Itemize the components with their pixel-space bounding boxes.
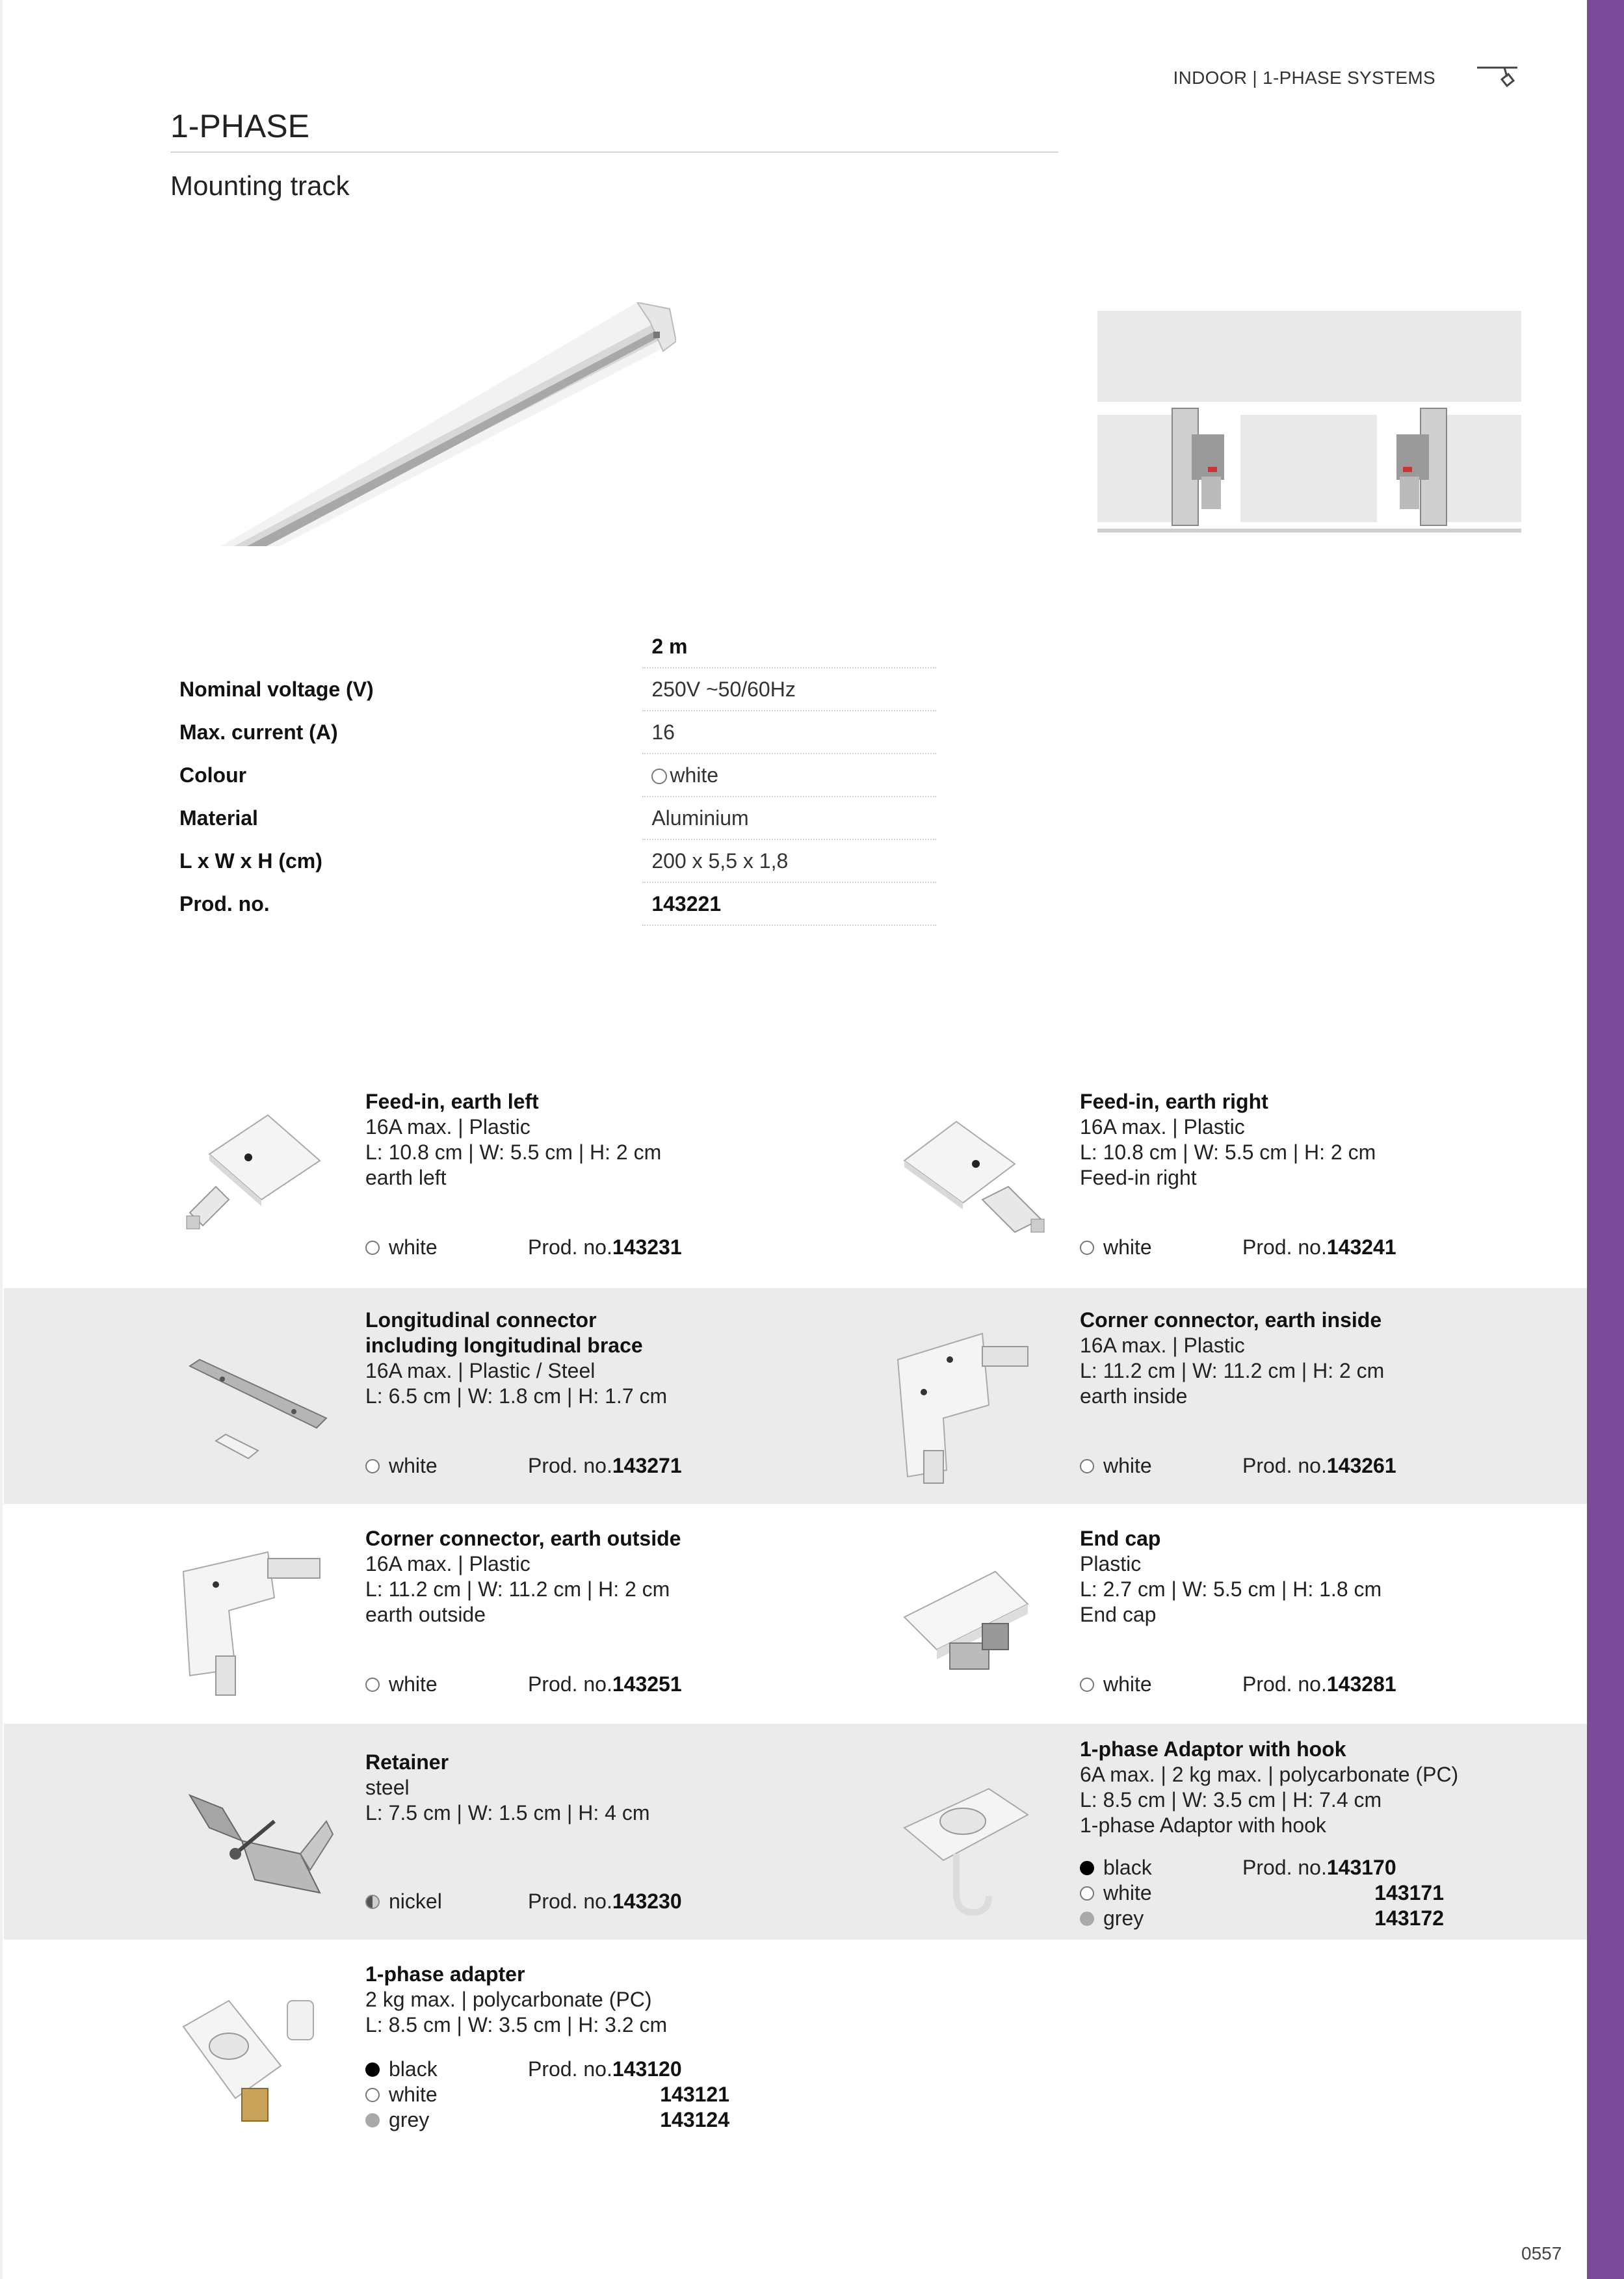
variant-colour: white (1103, 1454, 1152, 1477)
product-text (1080, 1737, 1600, 1838)
product-detail: L: 6.5 cm | W: 1.8 cm | H: 1.7 cm (365, 1384, 668, 1408)
variant-colour: nickel (389, 1890, 442, 1913)
corner-outside-image (170, 1539, 352, 1715)
product-detail: L: 10.8 cm | W: 5.5 cm | H: 2 cm (1080, 1140, 1376, 1164)
product-detail: L: 10.8 cm | W: 5.5 cm | H: 2 cm (365, 1140, 662, 1164)
spec-row (170, 839, 936, 882)
adaptor-hook-image (885, 1750, 1067, 1925)
product-text (365, 1308, 885, 1409)
prod-no: 143171 (1374, 1881, 1444, 1904)
variant-row (365, 2107, 729, 2133)
product-detail: 1-phase Adaptor with hook (1080, 1813, 1326, 1837)
variant-colour: white (389, 1454, 438, 1477)
colour-swatch-icon (365, 1678, 380, 1692)
product-card (885, 1526, 1600, 1741)
longitudinal-connector-image (170, 1321, 352, 1496)
spec-value: 16 (642, 711, 936, 754)
spec-label: Max. current (A) (179, 720, 338, 744)
variant-row (365, 1453, 729, 1479)
variant-row (365, 1235, 729, 1260)
feed-in-right-image (885, 1102, 1067, 1278)
product-name: 1-phase adapter (365, 1962, 525, 1986)
variant-colour: grey (1103, 1906, 1144, 1930)
variant-colour: white (1103, 1881, 1152, 1904)
prod-no: 143124 (660, 2108, 729, 2131)
colour-swatch-icon (1080, 1241, 1094, 1255)
product-card (170, 1962, 885, 2176)
title-divider (170, 151, 1058, 153)
product-name: Retainer (365, 1750, 449, 1774)
product-detail: 16A max. | Plastic (1080, 1334, 1245, 1357)
variant-row (365, 1672, 729, 1697)
variant-colour: white (389, 1235, 438, 1259)
spec-row (170, 882, 936, 925)
colour-swatch-icon (1080, 1912, 1094, 1926)
product-detail: L: 8.5 cm | W: 3.5 cm | H: 3.2 cm (365, 2013, 668, 2036)
spec-header-row (170, 626, 936, 668)
retainer-image (170, 1756, 352, 1932)
product-text (365, 1089, 885, 1191)
colour-swatch-icon (365, 2062, 380, 2077)
spec-label: Prod. no. (179, 891, 270, 916)
spec-value: white (670, 763, 719, 787)
page-number: 0557 (1521, 2243, 1562, 2263)
mounting-track-image (221, 302, 676, 546)
product-text (365, 1750, 885, 1826)
product-detail: 16A max. | Plastic (1080, 1115, 1245, 1139)
colour-swatch-icon (1080, 1861, 1094, 1875)
product-detail: L: 11.2 cm | W: 11.2 cm | H: 2 cm (365, 1577, 670, 1601)
product-detail: 16A max. | Plastic (365, 1115, 530, 1139)
prod-no: Prod. no.143251 (528, 1672, 682, 1696)
product-detail: L: 2.7 cm | W: 5.5 cm | H: 1.8 cm (1080, 1577, 1382, 1601)
spec-label: Colour (179, 763, 247, 787)
spec-table (170, 626, 936, 926)
page-title: 1-PHASE (170, 108, 309, 144)
white-swatch-icon (651, 769, 667, 784)
product-detail: 2 kg max. | polycarbonate (PC) (365, 1988, 652, 2011)
spec-row (170, 754, 936, 797)
product-text (1080, 1308, 1600, 1409)
prod-no: Prod. no.143231 (528, 1235, 682, 1259)
spec-value: 143221 (642, 882, 936, 925)
product-card (170, 1743, 885, 1958)
colour-swatch-icon (1080, 1678, 1094, 1692)
variant-row (1080, 1453, 1444, 1479)
spec-row (170, 711, 936, 754)
product-text (1080, 1089, 1600, 1191)
product-card (170, 1526, 885, 1741)
product-name: Corner connector, earth outside (365, 1527, 681, 1550)
product-detail: L: 11.2 cm | W: 11.2 cm | H: 2 cm (1080, 1359, 1385, 1382)
product-detail: earth outside (365, 1603, 486, 1626)
variant-row (365, 2057, 729, 2082)
prod-no: Prod. no.143230 (528, 1890, 682, 1913)
end-cap-image (885, 1539, 1067, 1715)
variant-row (1080, 1906, 1444, 1931)
colour-swatch-icon (365, 1459, 380, 1473)
colour-swatch-icon (365, 1895, 380, 1909)
product-detail: earth left (365, 1166, 447, 1189)
variant-row (1080, 1235, 1444, 1260)
spec-value: 250V ~50/60Hz (642, 668, 936, 711)
product-name: End cap (1080, 1527, 1161, 1550)
product-text (365, 1526, 885, 1627)
variant-row (1080, 1855, 1444, 1880)
colour-swatch-icon (365, 1241, 380, 1255)
product-name: 1-phase Adaptor with hook (1080, 1737, 1346, 1761)
prod-no: Prod. no.143271 (528, 1454, 682, 1477)
prod-no: 143121 (660, 2083, 729, 2106)
product-detail: Plastic (1080, 1552, 1142, 1575)
prod-no: Prod. no.143120 (528, 2057, 682, 2081)
track-profile-image (1097, 311, 1521, 535)
spec-label: L x W x H (cm) (179, 849, 322, 873)
header-category: INDOOR | 1-PHASE SYSTEMS (1173, 68, 1435, 88)
spec-value-colour (642, 754, 936, 797)
colour-swatch-icon (365, 2113, 380, 2128)
spec-column-header: 2 m (642, 626, 936, 668)
prod-no: Prod. no.143261 (1242, 1454, 1396, 1477)
variant-colour: white (389, 2083, 438, 2106)
product-detail: Feed-in right (1080, 1166, 1197, 1189)
spec-row (170, 668, 936, 711)
product-detail: L: 7.5 cm | W: 1.5 cm | H: 4 cm (365, 1801, 650, 1825)
product-detail: End cap (1080, 1603, 1157, 1626)
spec-label: Nominal voltage (V) (179, 677, 374, 701)
product-detail: 16A max. | Plastic / Steel (365, 1359, 596, 1382)
variant-row (1080, 1672, 1444, 1697)
prod-no: Prod. no.143281 (1242, 1672, 1396, 1696)
product-detail: steel (365, 1776, 410, 1799)
product-name: Longitudinal connector (365, 1308, 597, 1332)
page-subtitle: Mounting track (170, 170, 350, 201)
product-detail: 16A max. | Plastic (365, 1552, 530, 1575)
variant-row (1080, 1880, 1444, 1906)
product-card (885, 1089, 1600, 1304)
colour-swatch-icon (365, 2088, 380, 2102)
prod-no: Prod. no.143170 (1242, 1856, 1396, 1879)
prod-no: Prod. no.143241 (1242, 1235, 1396, 1259)
variant-colour: black (389, 2057, 438, 2081)
variant-row (365, 1889, 729, 1914)
spec-row (170, 797, 936, 839)
variant-colour: white (389, 1672, 438, 1696)
track-spotlight-icon (1476, 62, 1521, 95)
colour-swatch-icon (1080, 1459, 1094, 1473)
variant-colour: white (1103, 1235, 1152, 1259)
product-name-line2: including longitudinal brace (365, 1334, 643, 1357)
product-card (885, 1308, 1600, 1522)
adapter-image (170, 1975, 352, 2150)
variant-row (365, 2082, 729, 2107)
spec-label: Material (179, 806, 258, 830)
product-detail: 6A max. | 2 kg max. | polycarbonate (PC) (1080, 1763, 1459, 1786)
feed-in-left-image (170, 1102, 352, 1278)
product-detail: earth inside (1080, 1384, 1188, 1408)
product-card (170, 1089, 885, 1304)
variant-colour: black (1103, 1856, 1152, 1879)
prod-no: 143172 (1374, 1906, 1444, 1930)
product-detail: L: 8.5 cm | W: 3.5 cm | H: 7.4 cm (1080, 1788, 1382, 1811)
product-text (365, 1962, 885, 2038)
product-name: Feed-in, earth left (365, 1090, 539, 1113)
left-margin-line (0, 0, 3, 2279)
product-card (885, 1737, 1600, 1951)
product-name: Feed-in, earth right (1080, 1090, 1268, 1113)
colour-swatch-icon (1080, 1886, 1094, 1901)
spec-value: Aluminium (642, 797, 936, 839)
product-card (170, 1308, 885, 1522)
product-text (1080, 1526, 1600, 1627)
variant-colour: white (1103, 1672, 1152, 1696)
product-name: Corner connector, earth inside (1080, 1308, 1382, 1332)
spec-value: 200 x 5,5 x 1,8 (642, 839, 936, 882)
variant-colour: grey (389, 2108, 430, 2131)
corner-inside-image (885, 1321, 1067, 1496)
